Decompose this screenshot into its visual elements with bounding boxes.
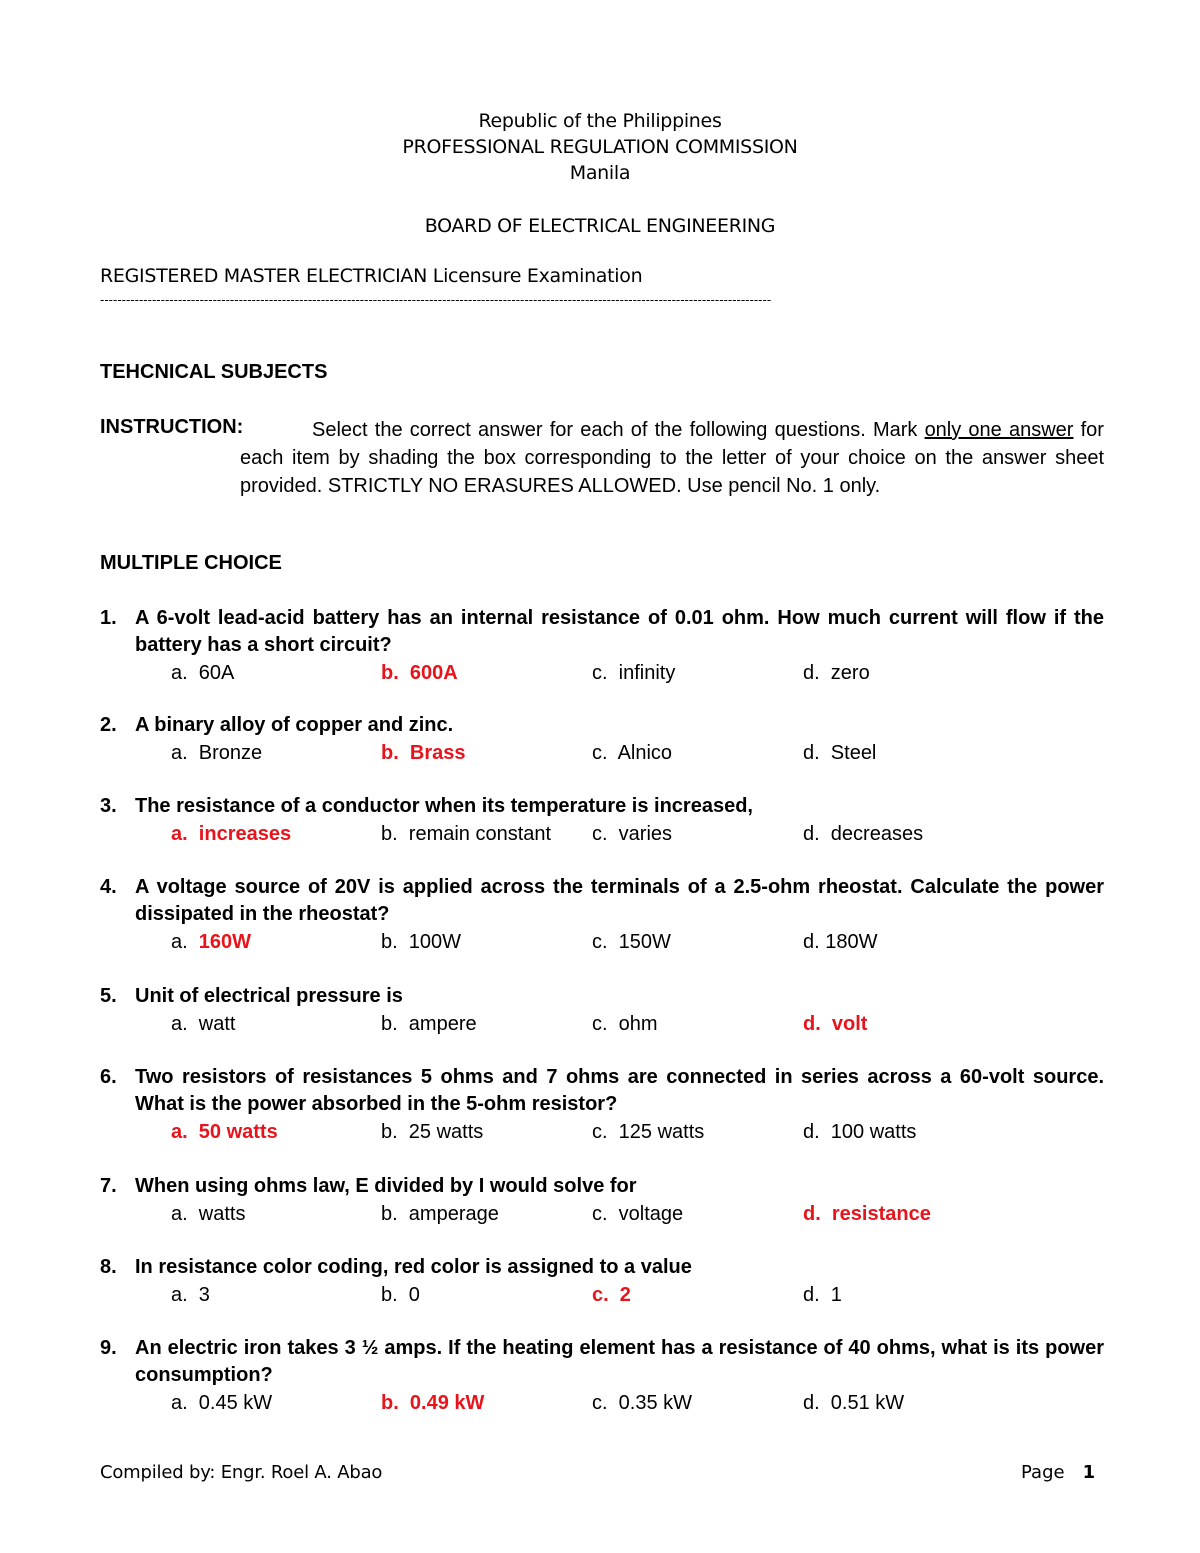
choice-a: a. 60A	[171, 662, 235, 684]
choice-c: c. voltage	[592, 1203, 684, 1225]
footer-compiled-by: Compiled by: Engr. Roel A. Abao	[100, 1462, 383, 1483]
question-stem	[100, 1064, 1104, 1118]
choice-row	[100, 1389, 1104, 1417]
choice-d-correct: d. volt	[803, 1013, 868, 1035]
choice-d: d. 1	[803, 1284, 842, 1306]
choice-row	[100, 1281, 1104, 1309]
dashed-divider: -----------------------------------------------------------------------------------------------------------------------------------------------------------	[100, 293, 772, 307]
question-stem	[100, 1254, 1104, 1281]
choice-c: c. 0.35 kW	[592, 1392, 693, 1414]
choice-b: b. remain constant	[381, 823, 552, 845]
choice-d: d. zero	[803, 662, 870, 684]
header-board: BOARD OF ELECTRICAL ENGINEERING	[424, 215, 776, 237]
question-text: A 6-volt lead-acid battery has an internal resistance of 0.01 ohm. How much current will flow if the battery has a short circuit?	[135, 607, 1104, 656]
choice-d: d. Steel	[803, 742, 877, 764]
instruction-label: INSTRUCTION:	[100, 416, 244, 438]
question-stem	[100, 793, 1104, 820]
question-number: 9.	[100, 1337, 117, 1359]
section-multiple-choice: MULTIPLE CHOICE	[100, 552, 282, 574]
instruction-text	[240, 416, 1104, 500]
choice-letter: a.	[171, 931, 199, 953]
choice-c: c. infinity	[592, 662, 676, 684]
question-item	[100, 1254, 1104, 1309]
choice-row	[100, 739, 1104, 767]
exam-title: REGISTERED MASTER ELECTRICIAN Licensure Examination	[100, 265, 643, 287]
choice-b-correct: b. 600A	[381, 662, 458, 684]
choice-row	[100, 659, 1104, 687]
question-text: The resistance of a conductor when its temperature is increased,	[135, 795, 753, 817]
choice-row	[100, 928, 1104, 956]
choice-b: b. 100W	[381, 931, 462, 953]
instruction-part1: Select the correct answer for each of the following questions. Mark	[312, 419, 925, 441]
choice-b: b. 0	[381, 1284, 420, 1306]
question-stem	[100, 1173, 1104, 1200]
question-stem	[100, 605, 1104, 659]
question-item	[100, 983, 1104, 1038]
header-commission: PROFESSIONAL REGULATION COMMISSION	[402, 136, 798, 158]
footer-page	[1021, 1462, 1095, 1483]
choice-b: b. ampere	[381, 1013, 477, 1035]
question-number: 4.	[100, 876, 117, 898]
choice-a: a. 3	[171, 1284, 210, 1306]
choice-a: a. 0.45 kW	[171, 1392, 273, 1414]
choice-c: c. ohm	[592, 1013, 658, 1035]
question-text: Unit of electrical pressure is	[135, 985, 403, 1007]
choice-c: c. Alnico	[592, 742, 673, 764]
choice-row	[100, 820, 1104, 848]
question-text: A voltage source of 20V is applied across the terminals of a 2.5-ohm rheostat. Calculate the power dissipated in the rheostat?	[135, 876, 1104, 925]
choice-c: c. varies	[592, 823, 673, 845]
question-number: 7.	[100, 1175, 117, 1197]
question-number: 1.	[100, 607, 117, 629]
choice-c-correct: c. 2	[592, 1284, 631, 1306]
section-technical-subjects: TEHCNICAL SUBJECTS	[100, 361, 328, 383]
question-item	[100, 605, 1104, 687]
question-stem	[100, 1335, 1104, 1389]
choice-d: d. 100 watts	[803, 1121, 917, 1143]
choice-a-correct: a. 50 watts	[171, 1121, 278, 1143]
footer-page-number: 1	[1082, 1462, 1096, 1483]
choice-a-correct: a. increases	[171, 823, 292, 845]
choice-b: b. 25 watts	[381, 1121, 484, 1143]
instruction-part2: for each item by shading the box corresponding to the letter of your choice on the answer sheet provided. STRICTLY NO ERASURES ALLOWED. Use pencil No. 1 only.	[240, 419, 1104, 497]
question-item	[100, 1173, 1104, 1228]
choice-d: d. decreases	[803, 823, 924, 845]
question-number: 2.	[100, 714, 117, 736]
choice-a	[171, 928, 251, 956]
question-item	[100, 1064, 1104, 1146]
choice-row	[100, 1118, 1104, 1146]
choice-b-correct: b. Brass	[381, 742, 466, 764]
choice-a: a. watts	[171, 1203, 246, 1225]
instruction-underlined: only one answer	[924, 419, 1074, 441]
question-item	[100, 793, 1104, 848]
question-stem	[100, 983, 1104, 1010]
choice-c: c. 150W	[592, 931, 671, 953]
question-number: 5.	[100, 985, 117, 1007]
question-text: An electric iron takes 3 ½ amps. If the heating element has a resistance of 40 ohms, what is its power consumption?	[135, 1337, 1104, 1386]
correct-answer-value: 160W	[198, 931, 252, 953]
question-number: 6.	[100, 1066, 117, 1088]
choice-a: a. watt	[171, 1013, 236, 1035]
choice-row	[100, 1200, 1104, 1228]
question-item	[100, 712, 1104, 767]
choice-a: a. Bronze	[171, 742, 263, 764]
choice-d: d. 0.51 kW	[803, 1392, 905, 1414]
choice-d: d. 180W	[803, 931, 878, 953]
question-stem	[100, 712, 1104, 739]
document-header	[0, 108, 1200, 239]
choice-c: c. 125 watts	[592, 1121, 705, 1143]
question-stem	[100, 874, 1104, 928]
choice-b: b. amperage	[381, 1203, 499, 1225]
question-number: 3.	[100, 795, 117, 817]
header-city: Manila	[569, 162, 631, 184]
question-text: When using ohms law, E divided by I would solve for	[135, 1175, 637, 1197]
header-republic: Republic of the Philippines	[478, 110, 722, 132]
choice-b-correct: b. 0.49 kW	[381, 1392, 485, 1414]
choice-d-correct: d. resistance	[803, 1203, 931, 1225]
question-text: Two resistors of resistances 5 ohms and 7 ohms are connected in series across a 60-volt source. What is the power absorbed in the 5-ohm resistor?	[135, 1066, 1104, 1115]
question-text: A binary alloy of copper and zinc.	[135, 714, 454, 736]
question-number: 8.	[100, 1256, 117, 1278]
footer-page-label: Page	[1021, 1462, 1065, 1483]
question-text: In resistance color coding, red color is assigned to a value	[135, 1256, 692, 1278]
question-item	[100, 1335, 1104, 1417]
choice-row	[100, 1010, 1104, 1038]
question-item	[100, 874, 1104, 956]
